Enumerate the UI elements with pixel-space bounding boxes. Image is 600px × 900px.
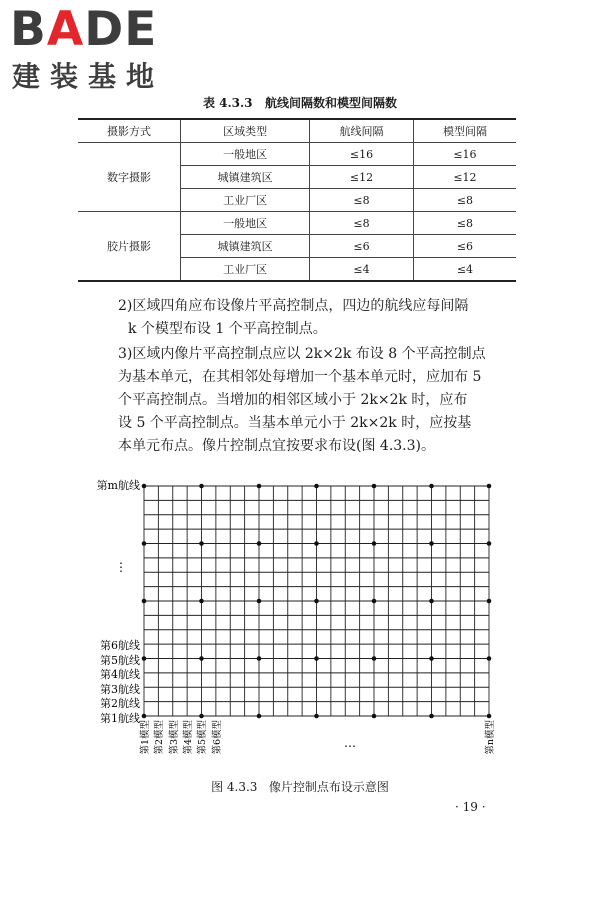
control-point	[142, 599, 147, 604]
control-point	[314, 484, 319, 489]
model-cell: ≤4	[413, 258, 516, 282]
route-cell: ≤8	[310, 212, 414, 235]
control-point	[372, 484, 377, 489]
control-point	[257, 541, 262, 546]
table-row	[78, 143, 516, 166]
model-label: 第1模型	[140, 720, 151, 755]
model-label: 第3模型	[169, 720, 180, 755]
page-number: · 19 ·	[455, 800, 486, 814]
model-cell: ≤16	[413, 143, 516, 166]
header-model-interval: 模型间隔	[413, 119, 516, 143]
control-point	[314, 714, 319, 719]
control-point	[142, 656, 147, 661]
paragraph-line: k 个模型布设 1 个平高控制点。	[128, 321, 327, 337]
model-cell: ≤12	[413, 166, 516, 189]
model-label-last: 第n模型	[485, 720, 496, 755]
control-point	[257, 656, 262, 661]
route-label: 第5航线	[100, 654, 140, 667]
control-point	[142, 541, 147, 546]
area-cell: 一般地区	[181, 143, 310, 166]
table-header-row	[78, 119, 516, 143]
control-point	[372, 656, 377, 661]
control-point	[142, 484, 147, 489]
control-point	[314, 656, 319, 661]
control-point	[199, 656, 204, 661]
control-point	[487, 541, 492, 546]
control-point	[314, 541, 319, 546]
area-cell: 工业厂区	[181, 258, 310, 282]
paragraph-line: 2)区域四角应布设像片平高控制点，四边的航线应每间隔	[118, 298, 469, 314]
control-point	[429, 714, 434, 719]
route-cell: ≤6	[310, 235, 414, 258]
control-point	[487, 484, 492, 489]
route-cell: ≤12	[310, 166, 414, 189]
paragraph-line: 为基本单元，在其相邻处每增加一个基本单元时，应加布 5	[118, 369, 482, 385]
model-label: 第2模型	[154, 720, 165, 755]
model-cell: ≤6	[413, 235, 516, 258]
bade-logo	[10, 2, 180, 95]
header-method: 摄影方式	[78, 119, 181, 143]
control-point	[142, 714, 147, 719]
control-point	[257, 484, 262, 489]
paragraph-line: 本单元布点。像片控制点宜按要求布设(图 4.3.3)。	[118, 438, 435, 454]
logo-wordmark: BADE	[10, 2, 158, 57]
control-point	[199, 714, 204, 719]
model-cell: ≤8	[413, 212, 516, 235]
paragraph-item-2	[118, 295, 523, 341]
interval-table	[78, 118, 516, 282]
control-point	[199, 541, 204, 546]
paragraph-line: 3)区域内像片平高控制点应以 2k×2k 布设 8 个平高控制点	[118, 346, 486, 362]
control-point	[257, 599, 262, 604]
route-label: 第6航线	[100, 639, 140, 652]
logo-subtitle: 建装基地	[12, 60, 165, 93]
route-cell: ≤16	[310, 143, 414, 166]
control-point	[372, 599, 377, 604]
header-route-interval: 航线间隔	[310, 119, 414, 143]
control-point	[487, 714, 492, 719]
control-point	[372, 541, 377, 546]
control-point-diagram	[0, 470, 600, 800]
control-point	[429, 599, 434, 604]
control-point	[487, 656, 492, 661]
control-point	[199, 484, 204, 489]
area-cell: 一般地区	[181, 212, 310, 235]
control-point	[199, 599, 204, 604]
header-area: 区域类型	[181, 119, 310, 143]
figure-caption: 图 4.3.3 像片控制点布设示意图	[211, 780, 389, 794]
route-label: 第4航线	[100, 668, 140, 681]
control-point	[429, 484, 434, 489]
model-label: 第4模型	[183, 720, 194, 755]
control-point	[257, 714, 262, 719]
paragraph-item-3	[118, 343, 523, 458]
control-point	[487, 599, 492, 604]
method-cell: 数字摄影	[78, 143, 181, 212]
model-label: 第6模型	[212, 720, 223, 755]
table-caption: 表 4.3.3 航线间隔数和模型间隔数	[202, 96, 398, 110]
control-point	[372, 714, 377, 719]
route-label: 第1航线	[100, 712, 140, 725]
route-cell: ≤8	[310, 189, 414, 212]
route-label: 第2航线	[100, 697, 140, 710]
area-cell: 工业厂区	[181, 189, 310, 212]
vertical-ellipsis: ⋮	[115, 560, 127, 574]
control-point	[429, 656, 434, 661]
paragraph-line: 个平高控制点。当增加的相邻区域小于 2k×2k 时，应布	[118, 392, 468, 408]
method-cell: 胶片摄影	[78, 212, 181, 282]
model-cell: ≤8	[413, 189, 516, 212]
area-cell: 城镇建筑区	[181, 235, 310, 258]
area-cell: 城镇建筑区	[181, 166, 310, 189]
table-row	[78, 212, 516, 235]
control-point	[314, 599, 319, 604]
paragraph-line: 设 5 个平高控制点。当基本单元小于 2k×2k 时，应按基	[118, 415, 472, 431]
route-label-top: 第m航线	[96, 479, 140, 492]
route-label: 第3航线	[100, 683, 140, 696]
model-label: 第5模型	[197, 720, 208, 755]
control-point	[429, 541, 434, 546]
horizontal-ellipsis: …	[344, 736, 356, 750]
route-cell: ≤4	[310, 258, 414, 282]
